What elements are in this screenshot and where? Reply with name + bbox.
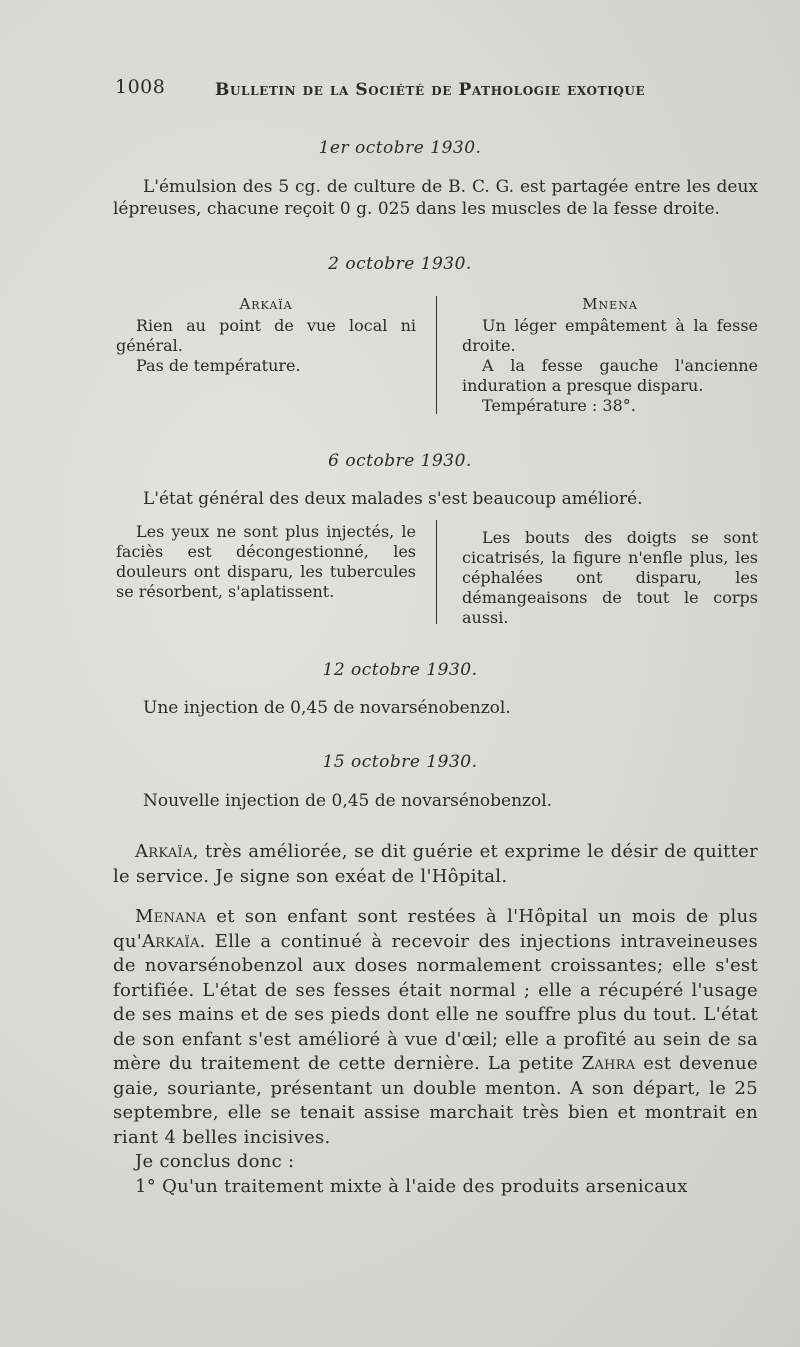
journal-title: Bulletin de la Société de Pathologie exotique	[215, 80, 646, 100]
right-line-2: A la fesse gauche l'ancienne induration a presque disparu.	[462, 356, 758, 395]
left-line-2: Pas de température.	[136, 356, 301, 375]
date-heading-4: 12 octobre 1930.	[322, 660, 478, 680]
date-heading-5: 15 octobre 1930.	[322, 752, 478, 772]
left-text-oct6: Les yeux ne sont plus injectés, le faciès est décongestionné, les douleurs ont disparu, les tubercules se résorbent, s'aplatissent.	[116, 522, 416, 601]
paragraph-general-state: L'état général des deux malades s'est beaucoup amélioré.	[143, 489, 643, 509]
page-number: 1008	[115, 76, 166, 98]
column-right-oct2	[462, 294, 758, 416]
name-arkaia-2: Arkaïa	[141, 930, 200, 952]
body-text	[113, 840, 758, 1199]
column-left-oct6	[116, 522, 416, 602]
column-divider-1	[436, 296, 437, 414]
date-heading-3: 6 octobre 1930.	[328, 451, 472, 471]
name-arkaia: Arkaïa	[135, 841, 193, 862]
date-heading-1: 1er octobre 1930.	[318, 138, 482, 158]
paragraph-injection-1: Une injection de 0,45 de novarsénobenzol.	[143, 698, 511, 718]
name-zahra: Zahra	[581, 1053, 636, 1074]
column-right-oct6	[462, 528, 758, 628]
paragraph-menana: Menana et son enfant sont restées à l'Hôpital un mois de plus qu'Arkaïa. Elle a continué à recevoir des injections intraveineuses de novarsénobenzol aux doses normalement croissantes; elle s'est fortifiée. L'état de ses fesses était normal ; elle a récupéré l'usage de ses mains et de ses pieds dont elle ne souffre plus du tout. L'état de son enfant s'est amélioré à vue d'œil; elle a profité au sein de sa mère du traitement de cette dernière. La petite Zahra est devenue gaie, souriante, présentant un double menton. A son départ, le 25 septembre, elle se tenait assise marchait très bien et montrait en riant 4 belles incisives.	[113, 906, 758, 1148]
right-line-3: Température : 38°.	[482, 396, 636, 415]
paragraph-arkaia: Arkaïa, très améliorée, se dit guérie et exprime le désir de quitter le service. Je signe son exéat de l'Hôpital.	[113, 841, 758, 887]
paragraph-emulsion: L'émulsion des 5 cg. de culture de B. C. G. est partagée entre les deux lépreuses, chacune reçoit 0 g. 025 dans les muscles de la fesse droite.	[113, 177, 758, 219]
right-text-oct6: Les bouts des doigts se sont cicatrisés, la figure n'enfle plus, les céphalées ont disparu, les démangeaisons de tout le corps aussi.	[462, 528, 758, 627]
column-divider-2	[436, 520, 437, 624]
paragraph-conclusion-intro: Je conclus donc :	[135, 1151, 295, 1172]
name-menana: Menana	[135, 906, 207, 927]
paragraph-injection-2: Nouvelle injection de 0,45 de novarsénobenzol.	[143, 791, 553, 811]
date-heading-2: 2 octobre 1930.	[328, 254, 472, 274]
left-line-1: Rien au point de vue local ni général.	[116, 316, 416, 355]
right-line-1: Un léger empâtement à la fesse droite.	[462, 316, 758, 355]
paragraph-conclusion-1: 1° Qu'un traitement mixte à l'aide des produits arsenicaux	[135, 1175, 688, 1197]
patient-name-arkaia: Arkaïa	[239, 295, 293, 313]
column-left-oct2	[116, 294, 416, 376]
patient-name-mnena: Mnena	[582, 295, 638, 313]
